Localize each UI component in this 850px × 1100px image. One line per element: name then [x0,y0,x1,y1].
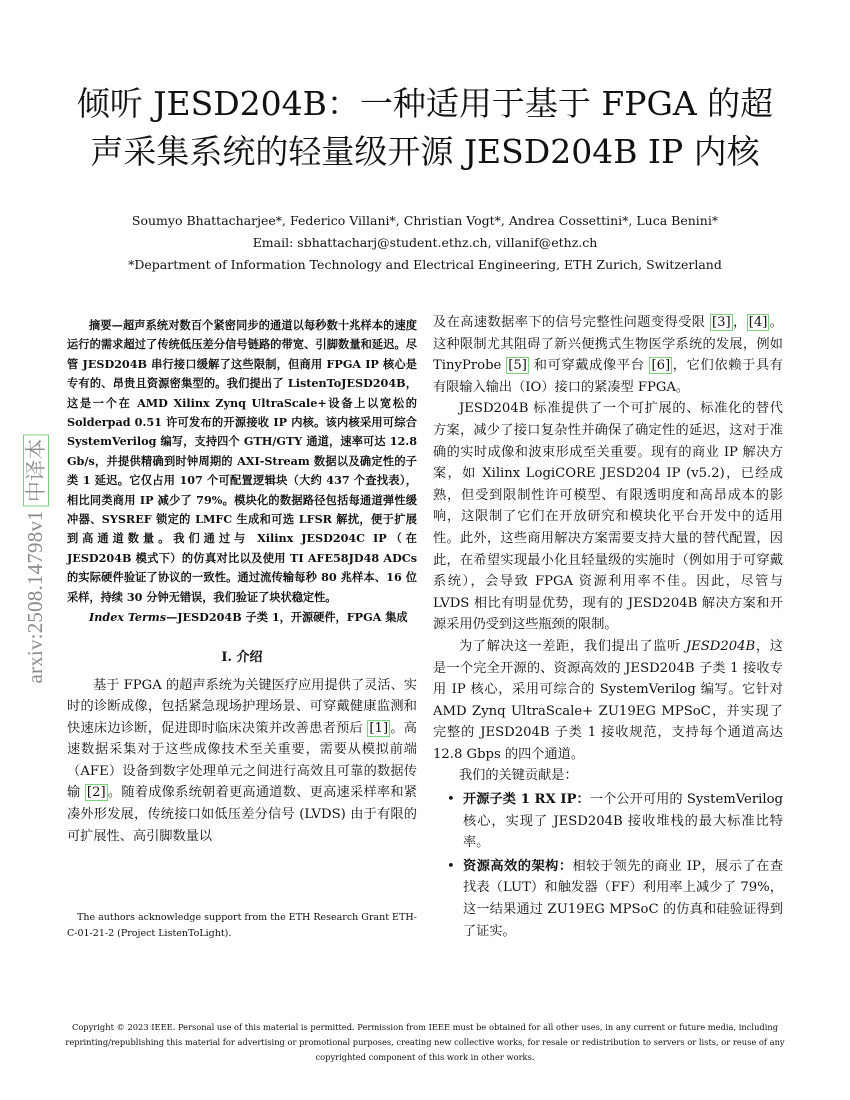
list-item [433,789,783,854]
intro-text: 。随着成像系统朝着更高通道数、更高速采样率和紧凑外形发展，传统接口如低压差分信号 (LVDS) 由于有限的可扩展性、高引脚数量以 [67,785,418,844]
bullet-heading: 开源子类 1 RX IP： [463,792,590,808]
intro-paragraph-2: JESD204B 标准提供了一个可扩展的、标准化的替代方案，减少了接口复杂性并确保了确定性的延迟，这对于准确的实时成像和波束形成至关重要。现有的商业 IP 解决方案，如 Xilinx LogiCORE JESD204 IP (v5.2)，已经成熟，但受到限制性许可模型、有限透明度和高昂成本的影响，这限制了它们在开放研究和模块化平台开发中的适用性。此外，这些商用解决方案需要支持大量的替代配置，因此，在希望实现最小化且轻量级的实施时（例如用于可穿戴系统），会导致 FPGA 资源利用率不佳。因此，尽管与 LVDS 相比有明显优势，现有的 JESD204B 解决方案和开源采用仍受到这些瓶颈的限制。 [433,401,783,633]
bullet-text: 一个公开可用的 SystemVerilog 核心，实现了 JESD204B 接收堆栈的最大标准比特率。 [463,792,783,851]
intro-text: ， [732,315,747,330]
index-terms [67,608,417,627]
intro-text: 。这种限制尤其阻碍了新兴便携式生物医学系统的发展，例如 TinyProbe [433,315,783,374]
title-line-2: 声采集系统的轻量级开源 JESD204B IP 内核 [90,132,760,171]
list-item [433,856,783,942]
copyright-notice [60,1020,790,1065]
paper-title [60,80,790,176]
contributions-list [433,789,783,942]
intro-text: 。高速数据采集对于这些成像技术至关重要，需要从模拟前端（AFE）设备到数字处理单元之间进行高效且可靠的数据传输 [67,720,417,801]
citation-link[interactable]: [3] [711,315,731,330]
abstract: 摘要—超声系统对数百个紧密同步的通道以每秒数十兆样本的速度运行的需求超过了传统低压差分信号链路的带宽、引脚数量和延迟。尽管 JESD204B 串行接口缓解了这些限制，但商用 FPGA IP 核心是专有的、昂贵且资源密集型的。我们提出了 ListenToJESD204B，这是一个在 AMD Xilinx Zynq UltraScale+设备上以宽松的 Solderpad 0.51 许可发布的开源接收 IP 内核。该内核采用可综合 SystemVerilog 编写，支持四个 GTH/GTY 通道，速率可达 12.8 Gb/s，并提供精确到时钟周期的 AXI-Stream 数据以及确定性的子类 1 延迟。它仅占用 107 个可配置逻辑块（大约 437 个查找表），相比同类商用 IP 减少了 79%。模块化的数据路径包括每通道弹性缓冲器、SYSREF 锁定的 LMFC 生成和可选 LFSR 解扰，便于扩展到高通道数量。我们通过与 Xilinx JESD204C IP（在 JESD204B 模式下）的仿真对比以及使用 TI AFE58JD48 ADCs 的实际硬件验证了协议的一致性。通过流传输每秒 80 兆样本、16 位采样，持续 30 分钟无错误，我们验证了块状稳定性。 [67,318,417,604]
section-heading-introduction: I. 介绍 [221,649,263,665]
funding-footnote: The authors acknowledge support from the ETH Research Grant ETH-C-01-21-2 (Project ListenToLight). [67,912,417,939]
intro-paragraph-1-cont [433,312,783,398]
citation-link[interactable]: [6] [651,358,671,374]
arxiv-watermark[interactable] [24,418,48,700]
intro-text: ，它们依赖于具有有限输入输出（IO）接口的紧凑型 FPGA。 [433,358,783,395]
intro-text: 基于 FPGA 的超声系统为关键医疗应用提供了灵活、实时的诊断成像，包括紧急现场护理场景、可穿戴健康监测和快速床边诊断，促进即时临床决策并改善患者预后 [67,677,417,736]
intro-text: 和可穿戴成像平台 [528,358,650,374]
citation-link[interactable]: [2] [86,785,106,801]
copyright-line-1: Copyright © 2023 IEEE. Personal use of this material is permitted. Permission from IEEE must be obtained for all other uses, in any current or future media, including [71,1022,779,1032]
citation-link[interactable]: [5] [508,358,527,374]
author-block [60,210,790,276]
copyright-line-2: reprinting/republishing this material for advertising or promotional purposes, creating new collective works, for resale or redistribution to servers or lists, or reuse of any copyrighted component of this work in other works. [65,1037,785,1062]
author-email: Email: sbhattacharj@student.ethz.ch, villanif@ethz.ch [252,235,598,250]
intro-paragraph-1 [67,675,417,848]
index-terms-text: —JESD204B 子类 1，开源硬件，FPGA 集成 [166,610,408,625]
author-affiliation: *Department of Information Technology and Electrical Engineering, ETH Zurich, Switzerland [128,257,722,272]
citation-link[interactable]: [4] [748,315,768,330]
bullet-heading: 资源高效的架构： [463,858,573,874]
left-column [67,316,417,847]
contributions-lead: 我们的关键贡献是： [459,768,578,784]
intro-text: 为了解决这一差距，我们提出了监听 [459,638,686,654]
intro-paragraph-3 [433,636,783,766]
author-names: Soumyo Bhattacharjee*, Federico Villani*, Christian Vogt*, Andrea Cossettini*, Luca Benini* [131,213,719,228]
title-line-1: 倾听 JESD204B：一种适用于基于 FPGA 的超 [76,84,774,123]
bullet-text: 相较于领先的商业 IP，展示了在查找表（LUT）和触发器（FF）利用率上减少了 79%，这一结果通过 ZU19EG MPSoC 的仿真和硅验证得到了证实。 [463,858,784,939]
emphasis-text: JESD204B [685,638,756,654]
arxiv-id[interactable]: arxiv:2508.14798v1 [23,510,47,684]
intro-text: ，这是一个完全开源的、资源高效的 JESD204B 子类 1 接收专用 IP 核心，采用可综合的 SystemVerilog 编写。它针对 AMD Zynq UltraScale+ ZU19EG MPSoC，并实现了完整的 JESD204B 子类 1 接收规范，支持每个通道高达 12.8 Gbps 的四个通道。 [433,638,783,762]
translation-badge[interactable]: 中译本 [23,435,49,507]
citation-link[interactable]: [1] [369,720,389,736]
intro-text: 及在高速数据率下的信号完整性问题变得受限 [433,315,710,330]
right-column [433,312,783,944]
index-terms-label: Index Terms [89,610,167,625]
